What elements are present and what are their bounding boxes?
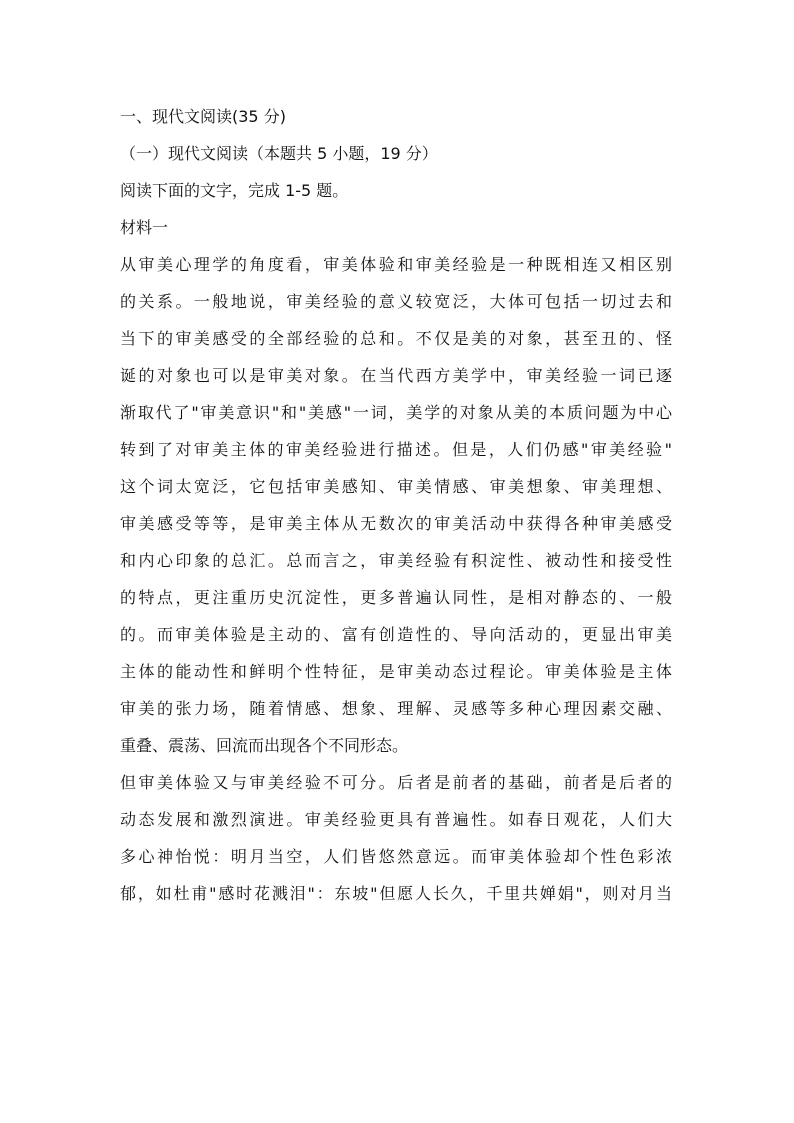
paragraph-line: 审美的张力场，随着情感、想象、理解、灵感等多种心理因素交融、 <box>120 699 672 718</box>
document-body <box>120 98 672 912</box>
instruction-text: 阅读下面的文字，完成 1-5 题。 <box>120 181 349 200</box>
subsection-heading: （一）现代文阅读（本题共 5 小题，19 分） <box>120 144 438 163</box>
paragraph-line: 和内心印象的总汇。总而言之，审美经验有积淀性、被动性和接受性 <box>120 551 672 570</box>
paragraph-line: 的。而审美体验是主动的、富有创造性的、导向活动的，更显出审美 <box>120 625 672 644</box>
section-heading: 一、现代文阅读(35 分) <box>120 107 286 126</box>
paragraph-line: 从审美心理学的角度看，审美体验和审美经验是一种既相连又相区别 <box>120 255 672 274</box>
paragraph-line: 郁，如杜甫"感时花溅泪"：东坡"但愿人长久，千里共婵娟"，则对月当 <box>120 884 672 903</box>
paragraph-line: 多心神怡悦：明月当空，人们皆悠然意远。而审美体验却个性色彩浓 <box>120 847 672 866</box>
paragraph-line: 审美感受等等，是审美主体从无数次的审美活动中获得各种审美感受 <box>120 514 672 533</box>
paragraph-line: 重叠、震荡、回流而出现各个不同形态。 <box>120 736 409 755</box>
paragraph-line: 这个词太宽泛，它包括审美感知、审美情感、审美想象、审美理想、 <box>120 477 672 496</box>
paragraph-line: 的关系。一般地说，审美经验的意义较宽泛，大体可包括一切过去和 <box>120 292 672 311</box>
paragraph-line: 诞的对象也可以是审美对象。在当代西方美学中，审美经验一词已逐 <box>120 366 672 385</box>
paragraph-2 <box>120 764 672 912</box>
paragraph-line: 转到了对审美主体的审美经验进行描述。但是，人们仍感"审美经验" <box>120 440 672 459</box>
paragraph-1 <box>120 246 672 764</box>
paragraph-line: 但审美体验又与审美经验不可分。后者是前者的基础，前者是后者的 <box>120 773 672 792</box>
paragraph-line: 动态发展和激烈演进。审美经验更具有普遍性。如春日观花，人们大 <box>120 810 672 829</box>
paragraph-line: 渐取代了"审美意识"和"美感"一词，美学的对象从美的本质问题为中心 <box>120 403 672 422</box>
paragraph-line: 当下的审美感受的全部经验的总和。不仅是美的对象，甚至丑的、怪 <box>120 329 672 348</box>
paragraph-line: 主体的能动性和鲜明个性特征，是审美动态过程论。审美体验是主体 <box>120 662 672 681</box>
paragraph-line: 的特点，更注重历史沉淀性，更多普遍认同性，是相对静态的、一般 <box>120 588 672 607</box>
material-label: 材料一 <box>120 218 169 237</box>
